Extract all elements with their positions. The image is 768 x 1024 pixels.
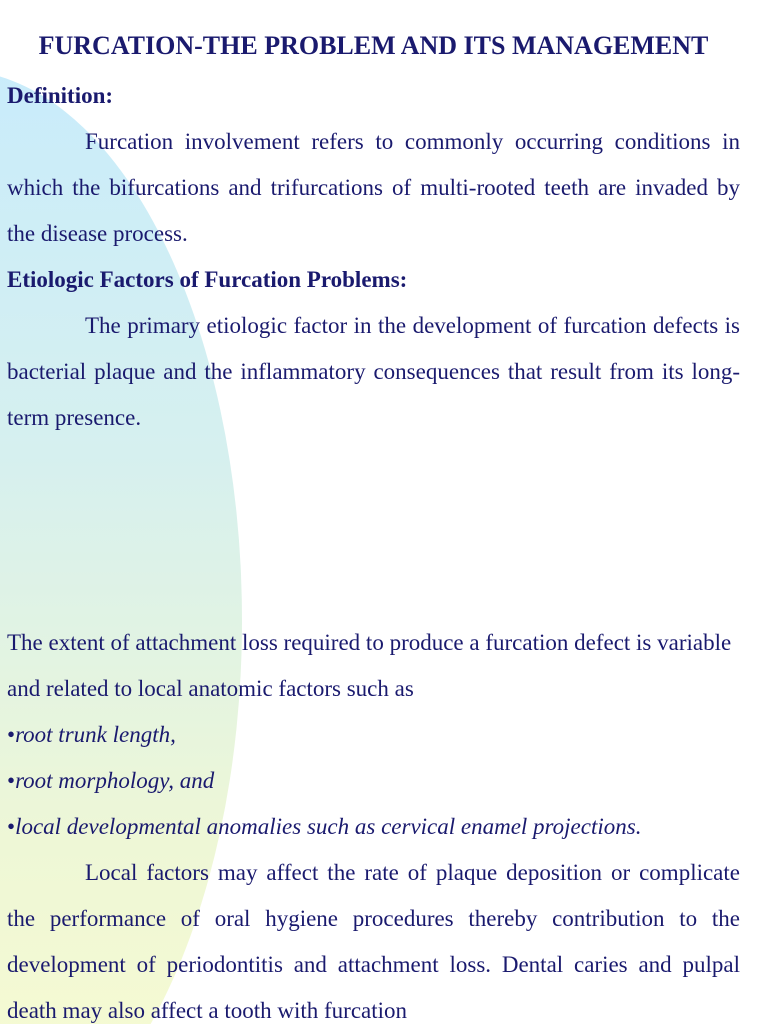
- etiology-paragraph: The primary etiologic factor in the development of furcation defects is bacterial plaque and the inflammatory consequences that result from its long-term presence.: [7, 313, 740, 430]
- page-title: FURCATION-THE PROBLEM AND ITS MANAGEMENT: [38, 31, 709, 60]
- slide-2: [0, 576, 768, 1024]
- bullet-dot: •: [7, 768, 16, 793]
- bullet-item-anomalies: [7, 804, 740, 850]
- slide-1-content: [7, 19, 740, 441]
- bullet-item-root-trunk: [7, 712, 740, 758]
- intro-paragraph: The extent of attachment loss required to produce a furcation defect is variable and related to local anatomic factors such as: [7, 630, 732, 701]
- bullet-dot: •: [7, 814, 16, 839]
- slide-2-content: [7, 620, 740, 1024]
- bullet-item-root-morphology: [7, 758, 740, 804]
- bullet-text: local developmental anomalies such as cervical enamel projections.: [15, 814, 642, 839]
- bullet-dot: •: [7, 722, 16, 747]
- local-factors-paragraph: Local factors may affect the rate of plaque deposition or complicate the performance of oral hygiene procedures thereby contribution to the development of periodontitis and attachment loss. Dental caries and pulpal death may also affect a tooth with furcation: [7, 860, 740, 1023]
- definition-heading: Definition:: [7, 83, 114, 108]
- definition-paragraph: Furcation involvement refers to commonly occurring conditions in which the bifurcations and trifurcations of multi-rooted teeth are invaded by the disease process.: [7, 129, 740, 246]
- bullet-text: root morphology, and: [15, 768, 215, 793]
- etiology-heading: Etiologic Factors of Furcation Problems:: [7, 267, 408, 292]
- bullet-text: root trunk length,: [15, 722, 176, 747]
